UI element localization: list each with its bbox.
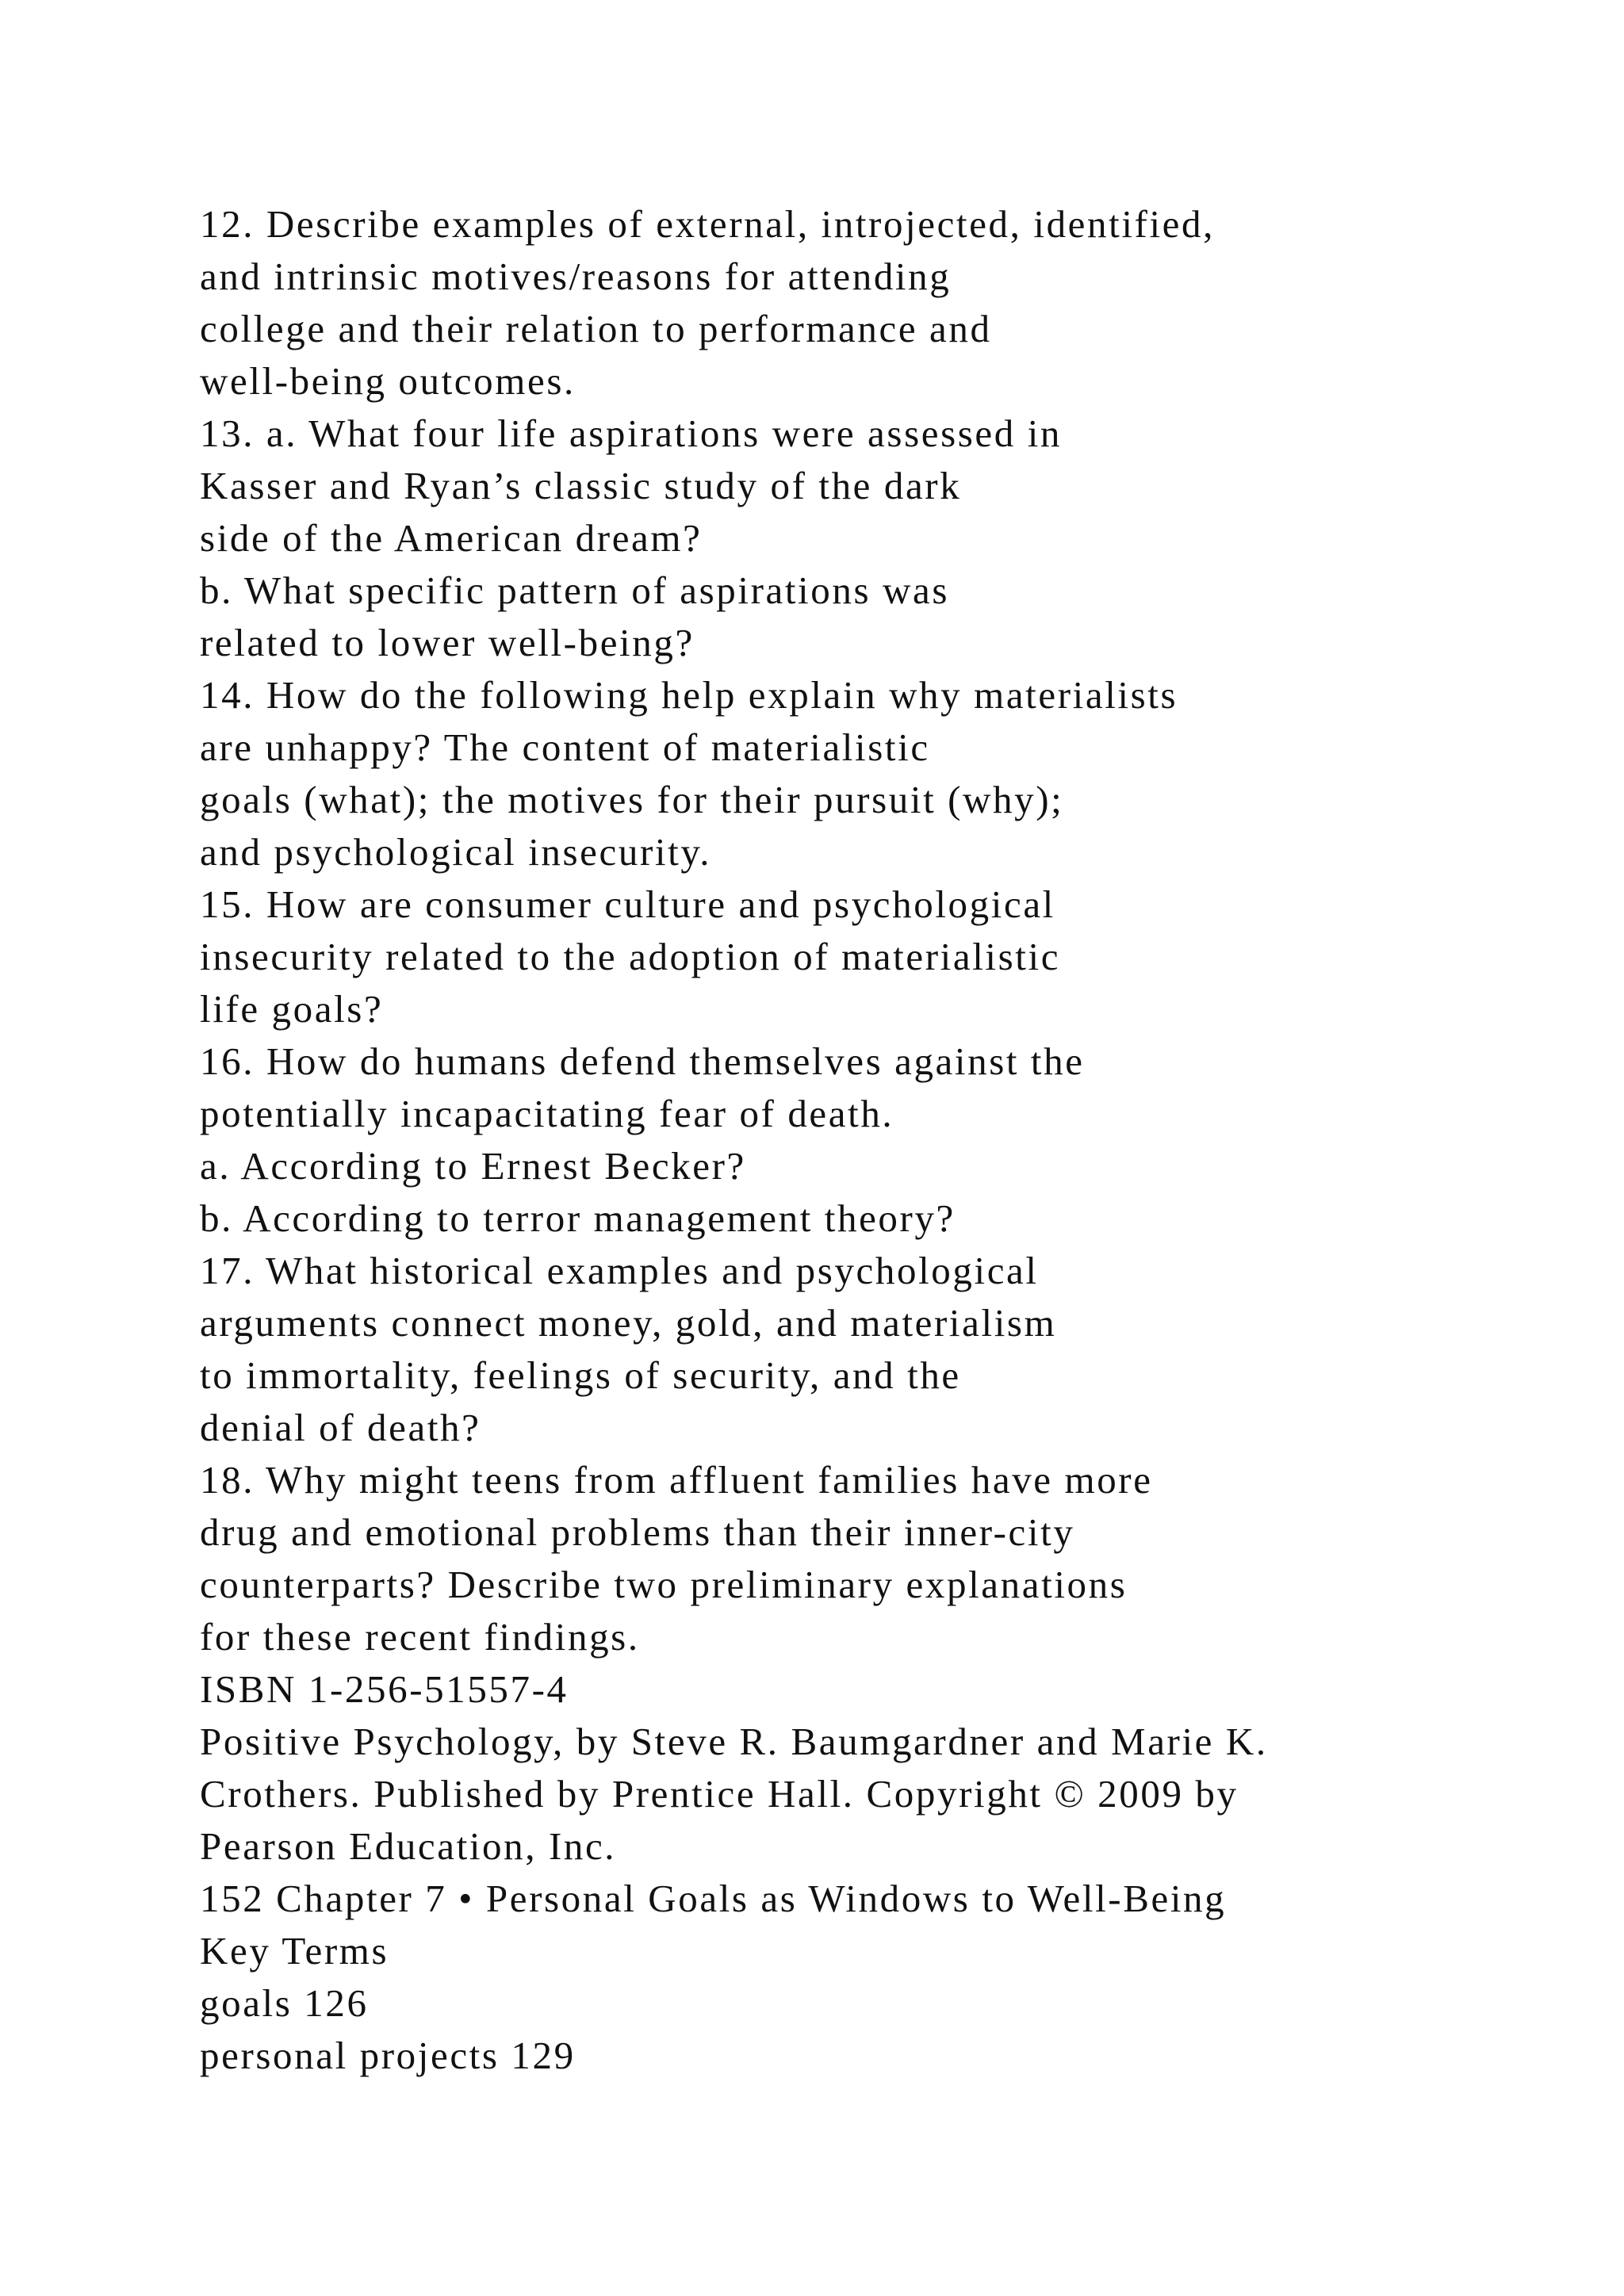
question-16-line-2: potentially incapacitating fear of death. (200, 1092, 894, 1135)
question-18-line-1: 18. Why might teens from affluent families have more (200, 1458, 1153, 1502)
key-term-goals: goals 126 (200, 1981, 369, 2025)
question-17-line-3: to immortality, feelings of security, and the (200, 1353, 961, 1397)
question-17-line-2: arguments connect money, gold, and materialism (200, 1301, 1057, 1345)
question-12-line-1: 12. Describe examples of external, introjected, identified, (200, 202, 1215, 246)
question-15-line-1: 15. How are consumer culture and psychological (200, 882, 1055, 926)
question-14-line-3: goals (what); the motives for their pursuit (why); (200, 778, 1064, 821)
question-12-line-3: college and their relation to performance and (200, 307, 992, 350)
question-13b-line-2: related to lower well-being? (200, 621, 695, 664)
copyright-line-3: Pearson Education, Inc. (200, 1824, 617, 1868)
isbn-line: ISBN 1-256-51557-4 (200, 1667, 569, 1711)
question-14-line-4: and psychological insecurity. (200, 830, 712, 874)
question-16-line-1: 16. How do humans defend themselves against the (200, 1039, 1085, 1083)
chapter-header-line: 152 Chapter 7 • Personal Goals as Windows to Well-Being (200, 1877, 1227, 1920)
question-15-line-2: insecurity related to the adoption of materialistic (200, 935, 1061, 978)
key-terms-heading: Key Terms (200, 1929, 389, 1973)
question-13-line-3: side of the American dream? (200, 516, 703, 560)
question-15-line-3: life goals? (200, 987, 384, 1031)
question-18-line-2: drug and emotional problems than their inner-city (200, 1510, 1075, 1554)
question-13b-line-1: b. What specific pattern of aspirations was (200, 568, 949, 612)
question-13-line-2: Kasser and Ryan’s classic study of the dark (200, 464, 962, 507)
question-13-line-1: 13. a. What four life aspirations were assessed in (200, 411, 1063, 455)
question-18-line-3: counterparts? Describe two preliminary explanations (200, 1563, 1128, 1606)
copyright-line-1: Positive Psychology, by Steve R. Baumgardner and Marie K. (200, 1720, 1268, 1763)
question-17-line-1: 17. What historical examples and psychological (200, 1249, 1039, 1292)
question-12-line-4: well-being outcomes. (200, 359, 576, 403)
document-text (200, 198, 1595, 2082)
question-17-line-4: denial of death? (200, 1406, 481, 1449)
key-term-personal-projects: personal projects 129 (200, 2034, 576, 2077)
question-12-line-2: and intrinsic motives/reasons for attending (200, 254, 952, 298)
question-18-line-4: for these recent findings. (200, 1615, 640, 1659)
copyright-line-2: Crothers. Published by Prentice Hall. Copyright © 2009 by (200, 1772, 1239, 1816)
question-14-line-1: 14. How do the following help explain why materialists (200, 673, 1178, 717)
question-16a-line: a. According to Ernest Becker? (200, 1144, 746, 1188)
question-16b-line: b. According to terror management theory? (200, 1196, 956, 1240)
question-14-line-2: are unhappy? The content of materialistic (200, 725, 930, 769)
